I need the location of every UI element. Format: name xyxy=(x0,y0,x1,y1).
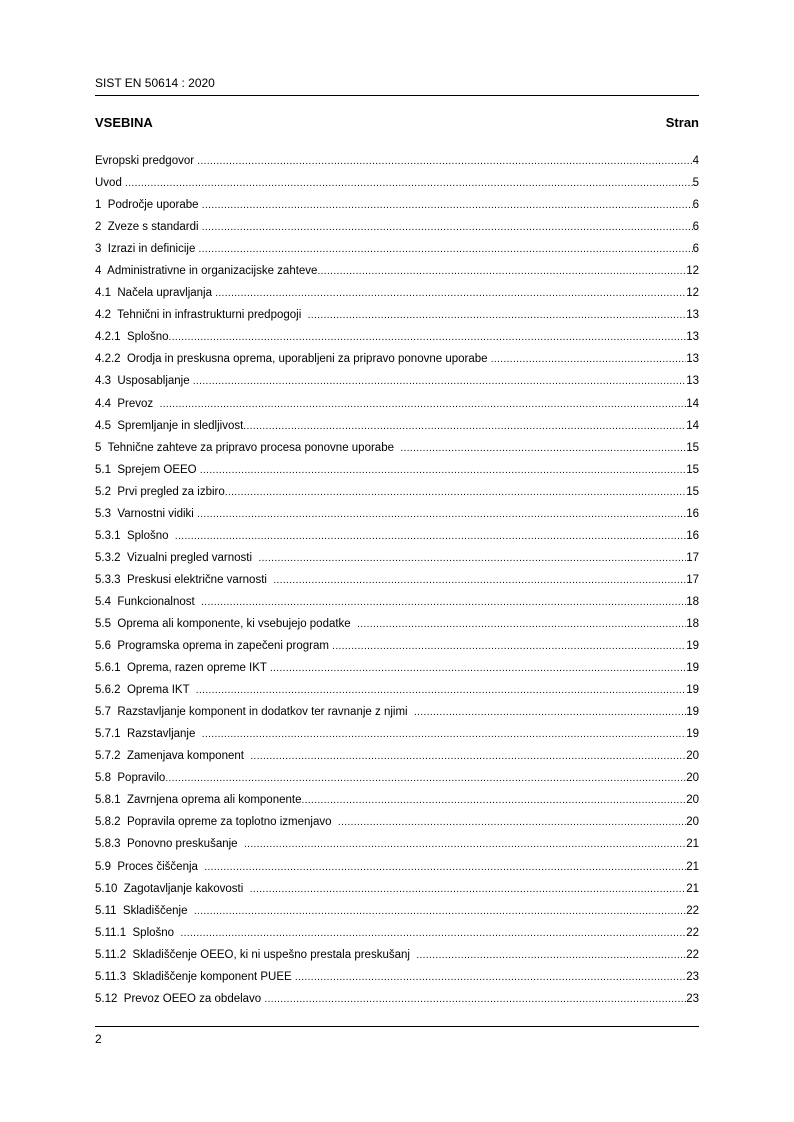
toc-dot-leader xyxy=(199,239,693,261)
toc-entry-label: 5.11.1 Splošno xyxy=(95,926,181,939)
toc-entry-page: 17 xyxy=(686,573,699,586)
toc-entry[interactable] xyxy=(95,569,699,591)
toc-entry-page: 12 xyxy=(686,265,699,278)
toc-entry-page: 5 xyxy=(692,177,699,190)
toc-entry[interactable] xyxy=(95,238,699,260)
toc-dot-leader xyxy=(416,945,686,967)
toc-entry-label: 5.8.1 Zavrnjena oprema ali komponente xyxy=(95,794,302,807)
toc-dot-leader xyxy=(317,261,686,283)
toc-entry[interactable] xyxy=(95,591,699,613)
toc-entry[interactable] xyxy=(95,922,699,944)
toc-dot-leader xyxy=(491,349,686,371)
toc-entry-label: 4.2 Tehnični in infrastrukturni predpogoji xyxy=(95,309,308,322)
toc-entry[interactable] xyxy=(95,216,699,238)
toc-dot-leader xyxy=(160,394,687,416)
toc-entry[interactable] xyxy=(95,944,699,966)
toc-entry-label: 3 Izrazi in definicije xyxy=(95,243,199,256)
toc-entry-page: 13 xyxy=(686,353,699,366)
toc-dot-leader xyxy=(308,305,687,327)
toc-title: VSEBINA xyxy=(95,115,153,130)
toc-dot-leader xyxy=(338,812,686,834)
toc-entry-page: 16 xyxy=(686,529,699,542)
toc-entry[interactable] xyxy=(95,657,699,679)
toc-entry-page: 23 xyxy=(686,970,699,983)
toc-entry[interactable] xyxy=(95,326,699,348)
toc-entry-label: 4 Administrativne in organizacijske zahteve xyxy=(95,265,318,278)
toc-dot-leader xyxy=(193,371,686,393)
toc-entry-page: 6 xyxy=(692,221,699,234)
toc-entry-page: 18 xyxy=(686,595,699,608)
toc-page-column-label: Stran xyxy=(665,115,699,130)
toc-entry-page: 20 xyxy=(686,750,699,763)
toc-dot-leader xyxy=(414,702,686,724)
toc-entry[interactable] xyxy=(95,767,699,789)
toc-dot-leader xyxy=(357,614,686,636)
toc-entry-label: 5.6.2 Oprema IKT xyxy=(95,684,196,697)
toc-entry-page: 13 xyxy=(686,375,699,388)
toc-entry-label: 4.3 Usposabljanje xyxy=(95,375,193,388)
document-id: SIST EN 50614 : 2020 xyxy=(95,76,215,90)
toc-entry[interactable] xyxy=(95,172,699,194)
toc-entry-page: 21 xyxy=(686,882,699,895)
toc-entry-label: 5.7.1 Razstavljanje xyxy=(95,728,202,741)
toc-entry-label: 5.4 Funkcionalnost xyxy=(95,595,202,608)
toc-entry[interactable] xyxy=(95,547,699,569)
toc-entry-label: 5.1 Sprejem OEEO xyxy=(95,463,200,476)
toc-entry-page: 22 xyxy=(686,948,699,961)
toc-entry-label: 5.9 Proces čiščenja xyxy=(95,860,205,873)
toc-dot-leader xyxy=(197,151,692,173)
toc-dot-leader xyxy=(201,592,686,614)
toc-entry[interactable] xyxy=(95,811,699,833)
toc-dot-leader xyxy=(204,857,686,879)
toc-entry[interactable] xyxy=(95,635,699,657)
page-header xyxy=(95,76,699,96)
toc-entry-page: 22 xyxy=(686,904,699,917)
toc-entry[interactable] xyxy=(95,701,699,723)
toc-entry[interactable] xyxy=(95,745,699,767)
toc-dot-leader xyxy=(125,173,693,195)
toc-entry-label: 5.6.1 Oprema, razen opreme IKT xyxy=(95,662,270,675)
toc-entry[interactable] xyxy=(95,260,699,282)
toc-entry[interactable] xyxy=(95,789,699,811)
toc-dot-leader xyxy=(180,923,686,945)
toc-entry-page: 21 xyxy=(686,838,699,851)
toc-dot-leader xyxy=(250,879,687,901)
toc-entry-label: Evropski predgovor xyxy=(95,155,198,167)
toc-entry-label: 5.6 Programska oprema in zapečeni program xyxy=(95,640,333,653)
toc-entry-page: 19 xyxy=(686,662,699,675)
toc-entry-page: 4 xyxy=(692,155,699,167)
toc-entry-label: 5.12 Prevoz OEEO za obdelavo xyxy=(95,992,265,1005)
toc-entry[interactable] xyxy=(95,856,699,878)
toc-entry-page: 23 xyxy=(686,992,699,1005)
toc-entry-label: 5.11 Skladiščenje xyxy=(95,904,194,917)
toc-entry-page: 19 xyxy=(686,684,699,697)
toc-entry-label: 5.3 Varnostni vidiki xyxy=(95,507,198,520)
toc-entry-page: 15 xyxy=(686,485,699,498)
toc-entry-page: 19 xyxy=(686,706,699,719)
toc-entry[interactable] xyxy=(95,393,699,415)
toc-entry[interactable] xyxy=(95,878,699,900)
toc-dot-leader xyxy=(273,570,686,592)
toc-entry[interactable] xyxy=(95,679,699,701)
toc-dot-leader xyxy=(270,658,686,680)
toc-entry-label: 5.7 Razstavljanje komponent in dodatkov ter ravnanje z njimi xyxy=(95,706,414,719)
toc-dot-leader xyxy=(202,195,693,217)
toc-entry-label: 5.3.3 Preskusi električne varnosti xyxy=(95,573,274,586)
toc-entry-page: 13 xyxy=(686,309,699,322)
toc-entry-page: 15 xyxy=(686,463,699,476)
toc-dot-leader xyxy=(215,283,686,305)
toc-entry[interactable] xyxy=(95,370,699,392)
toc-dot-leader xyxy=(169,327,687,349)
toc-entry[interactable] xyxy=(95,459,699,481)
toc-entry-label: 4.2.2 Orodja in preskusna oprema, uporabljeni za pripravo ponovne uporabe xyxy=(95,353,491,366)
toc-entry[interactable] xyxy=(95,348,699,370)
toc-entry-label: 5.5 Oprema ali komponente, ki vsebujejo podatke xyxy=(95,617,358,630)
toc-dot-leader xyxy=(175,526,686,548)
toc-entry-label: 4.4 Prevoz xyxy=(95,397,160,410)
table-of-contents xyxy=(95,150,699,1010)
toc-entry-label: 5.8.3 Ponovno preskušanje xyxy=(95,838,244,851)
toc-entry-label: Uvod xyxy=(95,177,126,190)
toc-entry-label: 5.8 Popravilo xyxy=(95,772,166,785)
toc-entry-page: 14 xyxy=(686,419,699,432)
toc-entry[interactable] xyxy=(95,525,699,547)
toc-entry-label: 5.7.2 Zamenjava komponent xyxy=(95,750,251,763)
toc-entry-page: 20 xyxy=(686,816,699,829)
toc-dot-leader xyxy=(202,724,686,746)
toc-dot-leader xyxy=(225,482,686,504)
toc-entry[interactable] xyxy=(95,988,699,1010)
toc-entry-label: 4.2.1 Splošno xyxy=(95,331,169,344)
toc-dot-leader xyxy=(301,790,686,812)
toc-dot-leader xyxy=(243,416,686,438)
toc-entry-label: 4.5 Spremljanje in sledljivost xyxy=(95,419,244,432)
toc-entry-label: 2 Zveze s standardi xyxy=(95,221,202,234)
toc-entry[interactable] xyxy=(95,613,699,635)
toc-dot-leader xyxy=(197,504,686,526)
toc-entry-page: 21 xyxy=(686,860,699,873)
toc-entry[interactable] xyxy=(95,723,699,745)
toc-heading-row xyxy=(95,115,699,131)
toc-entry[interactable] xyxy=(95,150,699,172)
toc-entry-label: 5.8.2 Popravila opreme za toplotno izmenjavo xyxy=(95,816,338,829)
toc-dot-leader xyxy=(258,548,686,570)
toc-entry-label: 1 Področje uporabe xyxy=(95,199,202,212)
toc-entry-label: 5.11.2 Skladiščenje OEEO, ki ni uspešno prestala preskušanj xyxy=(95,948,417,961)
toc-entry[interactable] xyxy=(95,415,699,437)
toc-dot-leader xyxy=(400,438,686,460)
toc-entry-page: 6 xyxy=(692,199,699,212)
toc-entry[interactable] xyxy=(95,194,699,216)
toc-entry-page: 19 xyxy=(686,640,699,653)
toc-entry-label: 5.3.2 Vizualni pregled varnosti xyxy=(95,551,259,564)
toc-entry[interactable] xyxy=(95,282,699,304)
toc-entry-label: 5.2 Prvi pregled za izbiro xyxy=(95,485,225,498)
toc-entry-label: 5.10 Zagotavljanje kakovosti xyxy=(95,882,250,895)
toc-entry-page: 18 xyxy=(686,617,699,630)
toc-dot-leader xyxy=(264,989,686,1011)
toc-entry-label: 5.3.1 Splošno xyxy=(95,529,175,542)
toc-dot-leader xyxy=(295,967,686,989)
toc-entry-label: 4.1 Načela upravljanja xyxy=(95,287,216,300)
toc-entry[interactable] xyxy=(95,481,699,503)
toc-entry-page: 20 xyxy=(686,772,699,785)
toc-entry-page: 19 xyxy=(686,728,699,741)
toc-entry-page: 6 xyxy=(692,243,699,256)
toc-entry-page: 13 xyxy=(686,331,699,344)
toc-entry[interactable] xyxy=(95,304,699,326)
page-number: 2 xyxy=(95,1032,102,1046)
toc-dot-leader xyxy=(196,680,686,702)
toc-entry-page: 14 xyxy=(686,397,699,410)
toc-entry-page: 12 xyxy=(686,287,699,300)
toc-dot-leader xyxy=(165,768,686,790)
toc-dot-leader xyxy=(200,460,686,482)
toc-entry[interactable] xyxy=(95,900,699,922)
toc-entry-label: 5 Tehnične zahteve za pripravo procesa ponovne uporabe xyxy=(95,441,401,454)
toc-dot-leader xyxy=(244,834,686,856)
toc-entry-page: 22 xyxy=(686,926,699,939)
page-footer xyxy=(95,1026,699,1046)
toc-entry[interactable] xyxy=(95,833,699,855)
toc-dot-leader xyxy=(332,636,686,658)
toc-dot-leader xyxy=(250,746,686,768)
toc-dot-leader xyxy=(202,217,693,239)
toc-entry[interactable] xyxy=(95,437,699,459)
toc-entry-label: 5.11.3 Skladiščenje komponent PUEE xyxy=(95,970,295,983)
toc-entry[interactable] xyxy=(95,503,699,525)
toc-entry[interactable] xyxy=(95,966,699,988)
toc-entry-page: 17 xyxy=(686,551,699,564)
toc-entry-page: 15 xyxy=(686,441,699,454)
toc-entry-page: 20 xyxy=(686,794,699,807)
toc-entry-page: 16 xyxy=(686,507,699,520)
toc-dot-leader xyxy=(194,901,686,923)
